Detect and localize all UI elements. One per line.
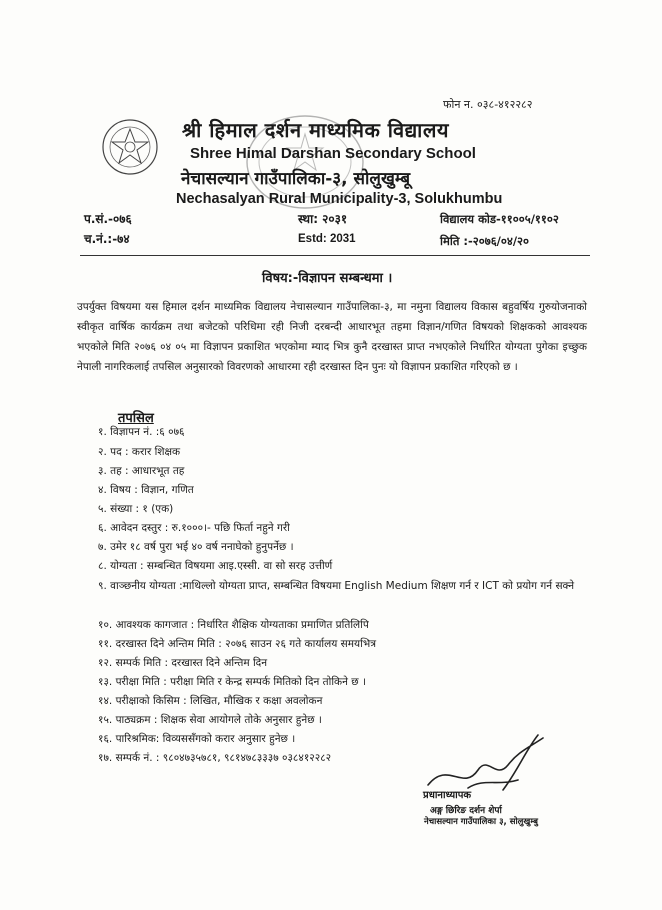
subject-line: विषय:-विज्ञापन सम्बन्धमा । xyxy=(262,271,393,286)
list-item: १७. सम्पर्क नं. : ९८०४७३५७८१, ९८१४७८३३३७ ०३८४१२२८२ xyxy=(98,752,332,764)
list-item: १६. पारिश्रमिक: विव्यससँगको करार अनुसार हुनेछ । xyxy=(98,733,296,745)
reference-number: प.सं.-०७६ xyxy=(84,212,132,226)
list-item: ४. विषय : विज्ञान, गणित xyxy=(98,484,194,496)
list-item: १४. परीक्षाको किसिम : लिखित, मौखिक र कक्षा अवलोकन xyxy=(98,695,323,707)
signatory-name: अङ्ग छिरिङ दर्शन शेर्पा xyxy=(430,806,502,816)
list-item: १५. पाठ्यक्रम : शिक्षक सेवा आयोगले तोके अनुसार हुनेछ । xyxy=(98,714,322,726)
school-name-nepali: श्री हिमाल दर्शन माध्यमिक विद्यालय xyxy=(182,118,450,142)
school-code: विद्यालय कोड-११००५/११०२ xyxy=(440,212,559,226)
established-english: Estd: 2031 xyxy=(298,233,356,245)
details-heading: तपसिल xyxy=(118,411,154,426)
list-item: ७. उमेर १८ वर्ष पुरा भई ४० वर्ष ननाघेको हुनुपर्नेछ । xyxy=(98,541,294,553)
signatory-address: नेचासल्यान गाउँपालिका ३, सोलुखुम्बु xyxy=(424,817,538,827)
established-nepali: स्था: २०३१ xyxy=(298,212,348,226)
school-name-english: Shree Himal Darshan Secondary School xyxy=(190,145,476,162)
list-item: १. विज्ञापन नं. :६ ०७६ xyxy=(98,426,185,438)
body-paragraph: उपर्युक्त विषयमा यस हिमाल दर्शन माध्यमिक विद्यालय नेचासल्यान गाउँपालिका-३, मा नमुना विद्यालय विकास बहुवर्षिय गुरुयोजनाको स्वीकृत वार्षिक कार्यक्रम तथा बजेटको परिधिमा रही निजी दरबन्दी आधारभूत तहमा विज्ञान/गणित विषयको शिक्षकको आवश्यक भएकोले मिति २०७६ ०४ ०५ मा विज्ञापन प्रकाशित भएकोमा म्याद भित्र कुनै दरखास्त प्राप्त नभएकोले निर्धारित योग्यता पुगेका इच्छुक नेपाली नागरिकलाई तपसिल अनुसारको विवरणको आधारमा रही दरखास्त दिन पुनः यो विज्ञापन प्रकाशित गरिएको छ । xyxy=(77,301,587,373)
list-item: ८. योग्यता : सम्बन्धित विषयमा आइ.एस्सी. वा सो सरह उत्तीर्ण xyxy=(98,560,333,572)
phone-number: फोन न. ०३८-४१२२८२ xyxy=(443,98,533,111)
list-item: ६. आवेदन दस्तुर : रु.१०००।- पछि फिर्ता नहुने गरी xyxy=(98,522,290,534)
letter-date: मिति :-२०७६/०४/२० xyxy=(440,234,530,248)
list-item: ५. संख्या : १ (एक) xyxy=(98,503,174,515)
list-item: १३. परीक्षा मिति : परीक्षा मिति र केन्द्र सम्पर्क मितिको दिन तोकिने छ । xyxy=(98,676,366,688)
list-item: ९. वाञ्छनीय योग्यता :माथिल्लो योग्यता प्राप्त, सम्बन्धित विषयमा English Medium शिक्षण गर्न र ICT को प्रयोग गर्न सक्ने xyxy=(98,580,575,592)
signatory-title: प्रधानाध्यापक xyxy=(423,790,472,801)
school-logo-emblem xyxy=(101,118,159,176)
list-item: १०. आवश्यक कागजात : निर्धारित शैक्षिक योग्यताका प्रमाणित प्रतिलिपि xyxy=(98,619,369,631)
list-item: ३. तह : आधारभूत तह xyxy=(98,465,185,477)
header-divider xyxy=(80,255,590,256)
list-item: ११. दरखास्त दिने अन्तिम मिति : २०७६ साउन २६ गते कार्यालय समयभित्र xyxy=(98,638,377,650)
address-nepali: नेचासल्यान गाउँपालिका-३, सोलुखुम्बू xyxy=(181,169,411,189)
address-english: Nechasalyan Rural Municipality-3, Solukhumbu xyxy=(176,191,503,207)
dispatch-number: च.नं.:-७४ xyxy=(84,232,130,246)
list-item: १२. सम्पर्क मिति : दरखास्त दिने अन्तिम दिन xyxy=(98,657,268,669)
list-item: २. पद : करार शिक्षक xyxy=(98,446,181,458)
